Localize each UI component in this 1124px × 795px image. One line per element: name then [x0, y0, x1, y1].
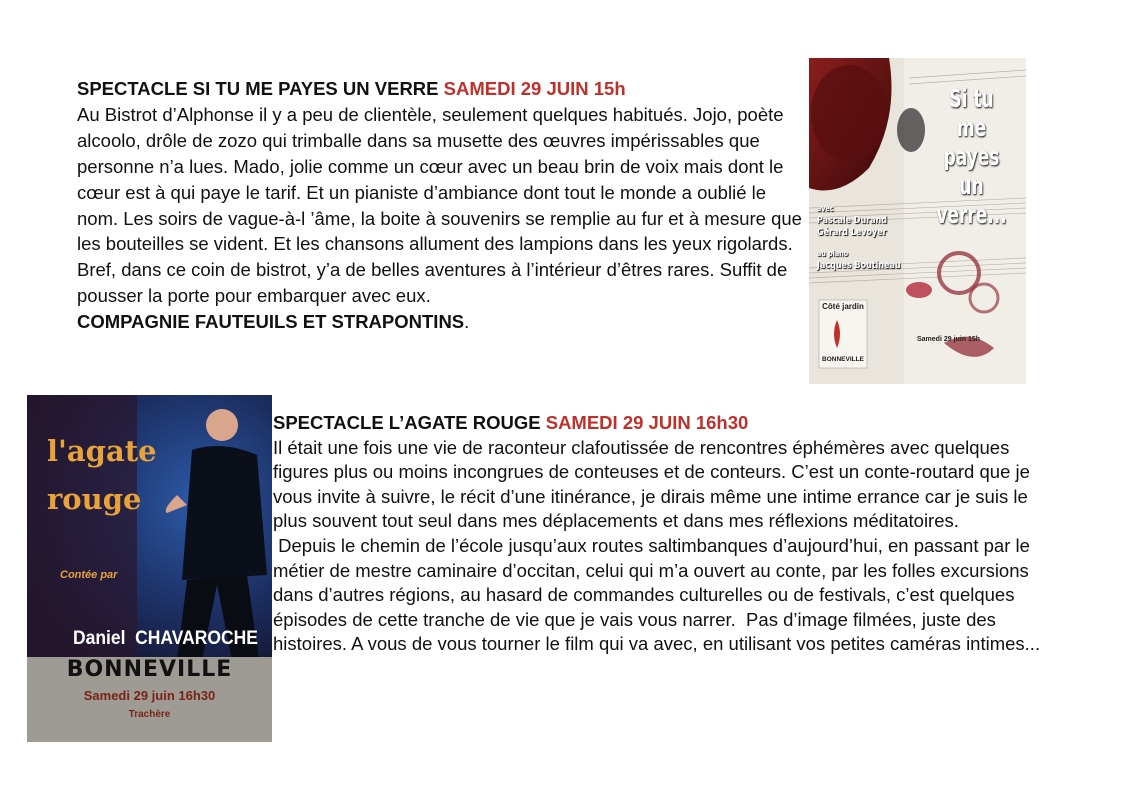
- show1-title: SPECTACLE SI TU ME PAYES UN VERRE: [77, 78, 439, 99]
- poster-si-tu-me-payes: [809, 58, 1026, 384]
- poster2-title-line2: rouge: [47, 482, 142, 516]
- show1-heading: [77, 76, 802, 102]
- show2-paragraph2: Depuis le chemin de l’école jusqu’aux routes saltimbanques d’aujourd’hui, en passant par le métier de mestre caminaire d’occitan, celui qui m’a ouvert au conte, par les folles excursions dans d’autres régions, au hasard de commandes culturelles ou de festivals, c’est quelques épisodes de cette tranche de vie que je vais vous narrer. Pas d’image filmées, juste des histoires. A vous de vous tourner le film qui va avec, en utilisant vos petites caméras intimes...: [273, 534, 1041, 655]
- poster2-town: BONNEVILLE: [66, 657, 233, 682]
- poster1-avec: avec: [817, 204, 834, 213]
- poster-agate-rouge: [27, 395, 272, 742]
- poster1-credits: [817, 203, 901, 272]
- poster1-venue: Côté jardin: [822, 302, 864, 311]
- poster1-title-line3: un verre...: [936, 171, 1007, 229]
- show1-company-line: [77, 309, 802, 335]
- poster1-title-line1: Si tu: [949, 84, 994, 113]
- poster1-date: Samedi 29 juin 15h: [917, 336, 981, 343]
- show2-date: SAMEDI 29 JUIN 16h30: [545, 412, 749, 433]
- show2-heading: [273, 411, 1063, 436]
- poster1-cast2: Gérard Levoyer: [817, 227, 887, 238]
- poster2-date: Samedi 29 juin 16h30: [83, 688, 216, 703]
- show1-description: Au Bistrot d’Alphonse il y a peu de clientèle, seulement quelques habitués. Jojo, poète alcoolo, drôle de zozo qui trimballe dans sa musette des œuvres impérissables que personne n’a lues. Mado, jolie comme un cœur avec un beau brin de voix mais dont le cœur est à qui paye le tarif. Et un pianiste d’ambiance dont tout le monde a oublié le nom. Les soirs de vague-à-l ’âme, la boite à souvenirs se remplie au fur et à mesure que les bouteilles se vident. Et les chansons allument des lampions dans les yeux rigolards. Bref, dans ce coin de bistrot, y’a de belles aventures à l’intérieur d’êtres rares. Suffit de pousser la porte pour embarquer avec eux.: [77, 103, 802, 307]
- show1-company-suffix: .: [464, 311, 470, 333]
- poster1-title: [936, 84, 1007, 229]
- show1-block: [77, 76, 802, 335]
- show2-block: [273, 411, 1063, 657]
- poster1-au-piano: au piano: [817, 249, 849, 258]
- poster2-title: [47, 427, 157, 523]
- poster2-title-line1: l'agate: [47, 434, 157, 468]
- poster1-title-line2: me payes: [943, 113, 1000, 171]
- show1-date: SAMEDI 29 JUIN 15h: [443, 78, 626, 99]
- poster1-pianist: Jacques Boutineau: [817, 260, 901, 271]
- poster2-performer: Daniel CHAVAROCHE: [73, 628, 258, 649]
- poster2-place: Trachère: [128, 709, 171, 720]
- poster1-town: BONNEVILLE: [822, 356, 864, 363]
- poster2-contee-par: Contée par: [60, 569, 118, 581]
- show2-paragraph1: Il était une fois une vie de raconteur clafoutissée de rencontres éphémères avec quelques figures plus ou moins incongrues de conteuses et de conteurs. C’est un conte-routard que je vous invite à suivre, le récit d’une itinérance, je dirais même une intime errance car je suis le plus souvent tout seul dans mes déplacements et dans mes réflexions méditatoires.: [273, 436, 1030, 532]
- poster1-cast1: Pascale Durand: [817, 215, 888, 226]
- show1-company: COMPAGNIE FAUTEUILS ET STRAPONTINS: [77, 311, 465, 333]
- show2-title: SPECTACLE L’AGATE ROUGE: [273, 412, 541, 433]
